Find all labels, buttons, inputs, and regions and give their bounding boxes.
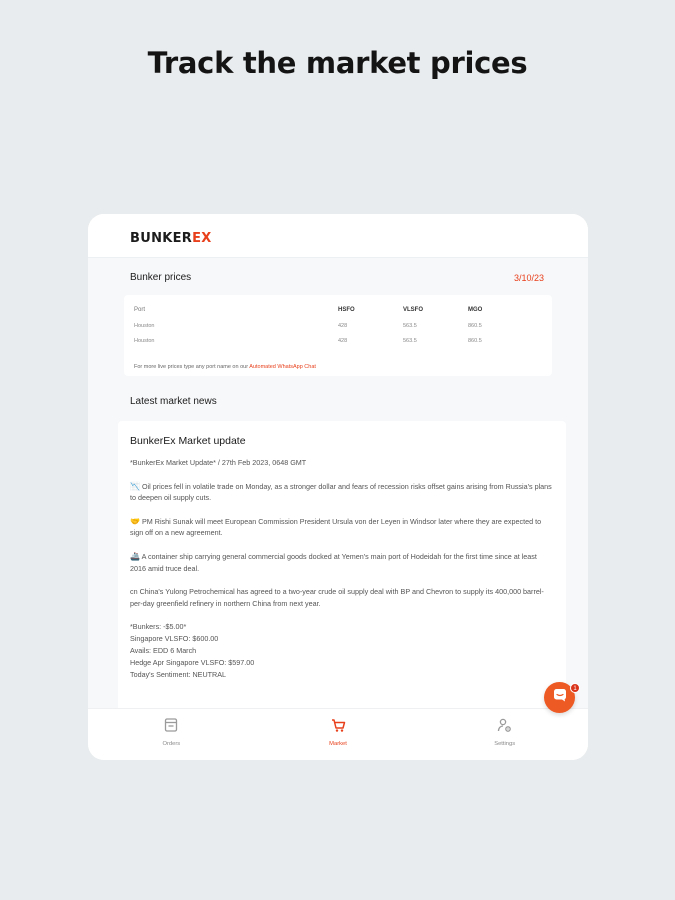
- column-header-vlsfo: VLSFO: [403, 307, 424, 313]
- handshake-icon: 🤝: [130, 516, 140, 526]
- app-header: [88, 214, 588, 258]
- bunkers-line: Hedge Apr Singapore VLSFO: $597.00: [130, 657, 255, 667]
- cell-port: Houston: [134, 338, 155, 344]
- nav-label-orders: Orders: [162, 741, 181, 747]
- app-window: [88, 214, 588, 760]
- bunkers-summary: [130, 621, 554, 680]
- news-item: cn China's Yulong Petrochemical has agreed to a two-year crude oil supply deal with BP and Chevron to supply its 400,000 barrel-per-day greenfield refinery in northern China from next year.: [130, 587, 544, 608]
- bunkers-line: Singapore VLSFO: $600.00: [130, 634, 219, 644]
- bunkers-line: Today's Sentiment: NEUTRAL: [130, 669, 227, 679]
- cell-mgo: 860.5: [468, 323, 482, 329]
- nav-label-market: Market: [329, 741, 347, 747]
- chat-icon: [553, 688, 567, 707]
- news-card-title: BunkerEx Market update: [130, 435, 246, 447]
- prices-header: [88, 272, 588, 283]
- nav-label-settings: Settings: [494, 741, 516, 747]
- cell-vlsfo: 563.5: [403, 338, 417, 344]
- cart-icon: [330, 717, 346, 733]
- news-item: 🤝 PM Rishi Sunak will meet European Commission President Ursula von der Leyen in Windsor later where they are expected to sign off on a new agreement.: [130, 516, 542, 538]
- chat-notification-badge: 1: [570, 683, 580, 693]
- bunkers-line: *Bunkers: -$5.00*: [130, 622, 187, 632]
- cell-port: Houston: [134, 323, 155, 329]
- cell-mgo: 860.5: [468, 338, 482, 344]
- page-headline: Track the market prices: [147, 46, 528, 80]
- prices-table: [134, 305, 542, 348]
- news-byline: *BunkerEx Market Update* / 27th Feb 2023, 0648 GMT: [130, 458, 307, 467]
- cell-vlsfo: 563.5: [403, 323, 417, 329]
- nav-settings[interactable]: [421, 709, 588, 760]
- prices-date: 3/10/23: [513, 272, 544, 283]
- chart-down-icon: 📉: [130, 481, 140, 491]
- prices-title: Bunker prices: [130, 272, 192, 283]
- bottom-nav: [88, 708, 588, 760]
- nav-market[interactable]: [255, 709, 422, 760]
- news-section-title: Latest market news: [130, 396, 217, 407]
- nav-orders[interactable]: [88, 709, 255, 760]
- bunkerex-logo[interactable]: BUNKEREX: [130, 231, 212, 246]
- market-content[interactable]: [88, 258, 588, 708]
- ship-icon: 🚢: [130, 551, 140, 561]
- whatsapp-chat-link[interactable]: Automated WhatsApp Chat: [249, 364, 316, 370]
- news-item: 🚢 A container ship carrying general commercial goods docked at Yemen's main port of Hodeidah for the first time since at least 2016 amid truce deal.: [130, 551, 537, 573]
- orders-icon: [163, 717, 179, 733]
- column-header-hsfo: HSFO: [338, 307, 355, 313]
- cell-hsfo: 428: [338, 323, 348, 329]
- news-item: 📉 Oil prices fell in volatile trade on Monday, as a stronger dollar and fears of recession risks offset gains arising from Russia's plans to deepen oil supply cuts.: [130, 481, 552, 503]
- news-card[interactable]: [118, 421, 566, 708]
- bunkers-line: Avails: EDD 6 March: [130, 645, 197, 655]
- cell-hsfo: 428: [338, 338, 348, 344]
- settings-icon: [497, 717, 513, 733]
- column-header-port: Port: [134, 307, 146, 313]
- table-header-row: [134, 305, 542, 318]
- prices-note: For more live prices type any port name on our Automated WhatsApp Chat: [134, 364, 316, 370]
- table-row[interactable]: [134, 318, 542, 333]
- table-row[interactable]: [134, 333, 542, 348]
- prices-card: [124, 295, 552, 376]
- column-header-mgo: MGO: [468, 307, 483, 313]
